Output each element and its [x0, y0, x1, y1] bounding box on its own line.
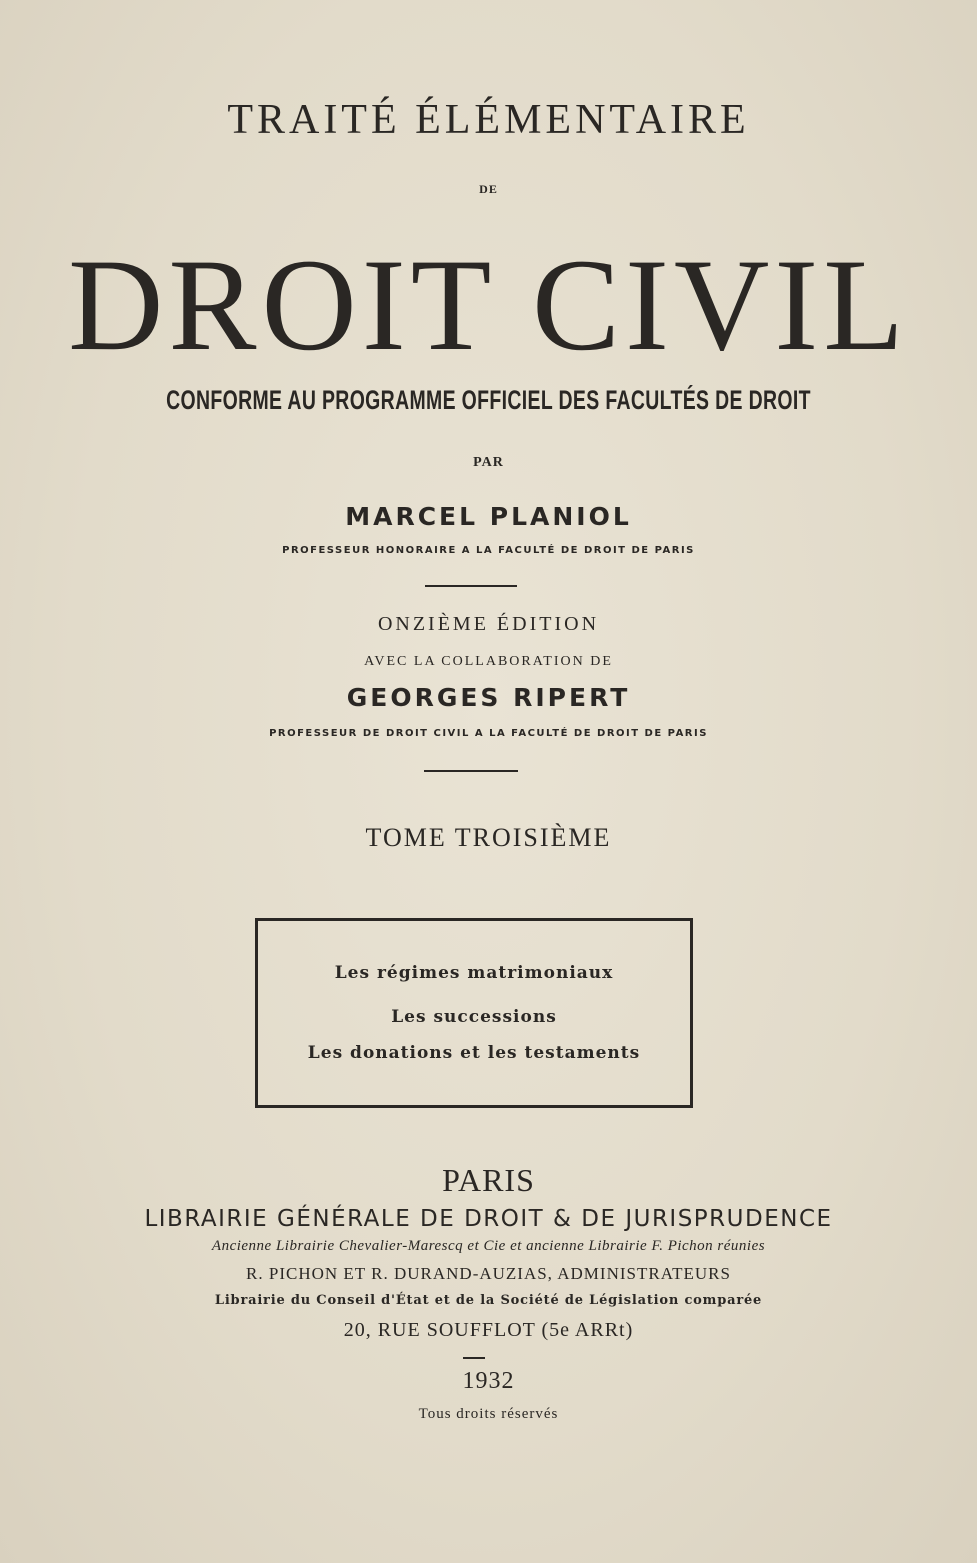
- edition-line: ONZIÈME ÉDITION: [377, 613, 600, 635]
- author-title: PROFESSEUR HONORAIRE A LA FACULTÉ DE DROIT DE PARIS: [282, 545, 695, 556]
- imprint-city: PARIS: [442, 1162, 535, 1198]
- author-name: MARCEL PLANIOL: [345, 502, 632, 531]
- divider-rule: [463, 1357, 485, 1359]
- divider-rule: [424, 770, 518, 772]
- contents-item: Les successions: [391, 1007, 557, 1027]
- contents-item: Les régimes matrimoniaux: [334, 963, 614, 983]
- collaborator-name: GEORGES RIPERT: [346, 683, 631, 712]
- publisher-history: Ancienne Librairie Chevalier-Marescq et Cie et ancienne Librairie F. Pichon réunies: [211, 1238, 766, 1254]
- main-title: DROIT CIVIL: [68, 231, 909, 378]
- publisher-address: 20, RUE SOUFFLOT (5e ARRt): [343, 1319, 634, 1341]
- contents-box: [255, 918, 693, 1108]
- publisher-name: LIBRAIRIE GÉNÉRALE DE DROIT & DE JURISPRUDENCE: [144, 1206, 833, 1232]
- rights-notice: Tous droits réservés: [418, 1406, 559, 1422]
- publication-year: 1932: [462, 1368, 515, 1394]
- collaboration-line: AVEC LA COLLABORATION DE: [364, 654, 613, 669]
- contents-item: Les donations et les testaments: [307, 1043, 641, 1063]
- title-connector: DE: [479, 182, 498, 196]
- volume-line: TOME TROISIÈME: [365, 823, 612, 852]
- series-title: TRAITÉ ÉLÉMENTAIRE: [227, 97, 750, 143]
- conformity-line: CONFORME AU PROGRAMME OFFICIEL DES FACULTÉS DE DROIT: [166, 385, 811, 415]
- publisher-affiliation: Librairie du Conseil d'État et de la Société de Législation comparée: [214, 1293, 763, 1308]
- by-line: PAR: [473, 455, 504, 470]
- collaborator-title: PROFESSEUR DE DROIT CIVIL A LA FACULTÉ DE DROIT DE PARIS: [269, 728, 708, 739]
- divider-rule: [425, 585, 517, 587]
- publisher-administrators: R. PICHON ET R. DURAND-AUZIAS, ADMINISTRATEURS: [246, 1264, 731, 1283]
